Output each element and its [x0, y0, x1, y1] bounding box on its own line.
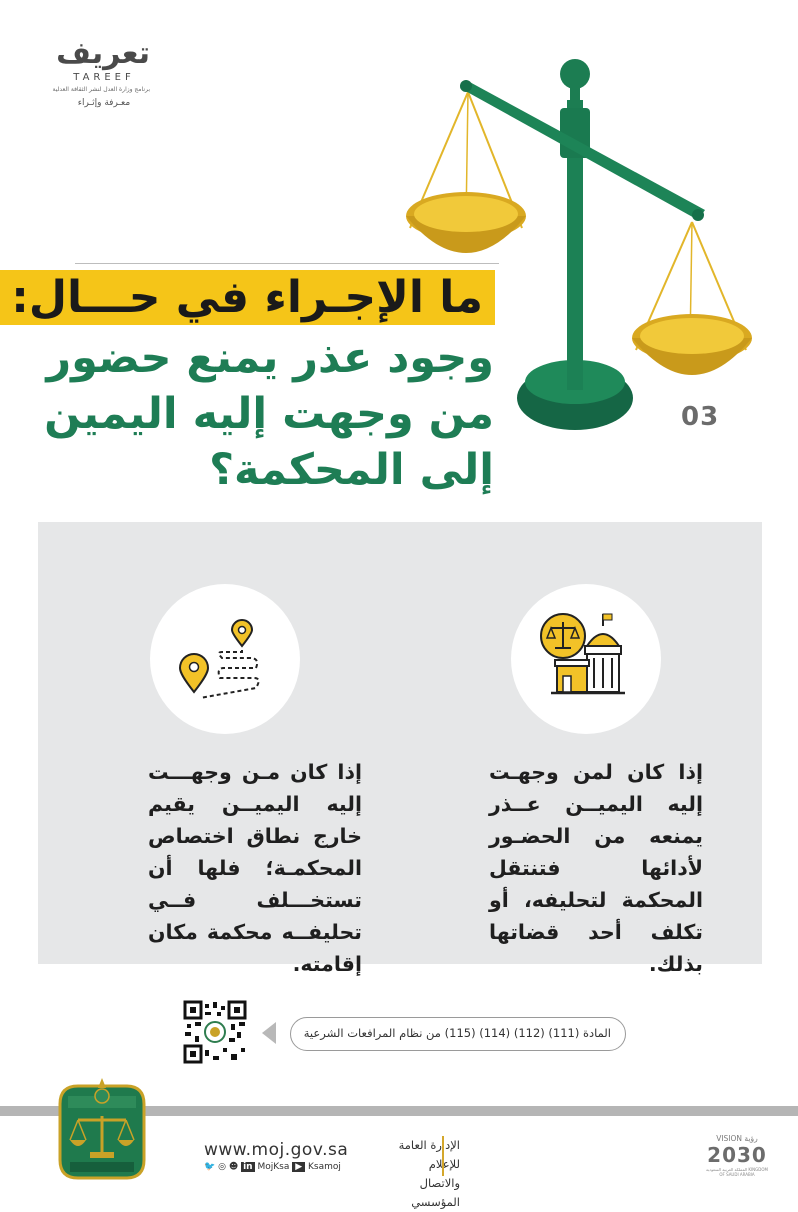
linkedin-icon[interactable]: in — [243, 1162, 253, 1172]
legal-reference — [290, 1017, 626, 1051]
department-line-2: والاتصال المؤسسي — [411, 1176, 460, 1209]
card-number: 03 — [681, 402, 720, 432]
card-text-left: إذا كان مـن وجهـــت إليه اليميــن يقيم خارج نطاق اختصاص المحكمـة؛ فلها أن تستخـــلف فــي تحليفــه محكمة مكان إقامته. — [148, 760, 362, 976]
vision-2030-logo — [706, 1134, 768, 1177]
website-link[interactable]: www.moj.gov.sa — [204, 1140, 349, 1160]
youtube-icon[interactable]: ▶ — [292, 1162, 305, 1172]
social-links — [204, 1162, 341, 1172]
logo-subtitle: برنامج وزارة العدل لنشر الثقافة العدلية — [52, 86, 150, 93]
ministry-of-justice-emblem — [52, 1074, 152, 1186]
legal-reference-text: المادة (111) (112) (114) (115) من نظام المرافعات الشرعية — [303, 1026, 611, 1040]
courthouse-circle — [511, 584, 661, 734]
instagram-icon[interactable]: ◎ — [218, 1162, 226, 1172]
logo-tagline: معـرفة وإثـراء — [77, 98, 131, 108]
page-title: ما الإجـراء في حـــال: — [0, 270, 495, 325]
logo-english: TAREEF — [73, 72, 135, 83]
question-line-2: من وجهت إليه اليمين — [44, 389, 494, 439]
courthouse-scales-icon — [511, 584, 661, 734]
vision-label: VISION رؤية — [716, 1134, 758, 1143]
route-circle — [150, 584, 300, 734]
social-handle-ksamoj[interactable]: Ksamoj — [308, 1162, 341, 1172]
vision-year: 2030 — [707, 1143, 767, 1167]
social-handle-mojksa[interactable]: MojKsa — [257, 1162, 290, 1172]
snapchat-icon[interactable]: ☻ — [228, 1162, 239, 1172]
qr-code[interactable] — [183, 1000, 247, 1064]
question-line-3: إلى المحكمة؟ — [209, 445, 494, 495]
department-line-1: الإدارة العامة للإعلام — [398, 1138, 460, 1171]
tareef-logo — [52, 36, 150, 108]
route-map-pins-icon — [150, 584, 300, 734]
department-accent — [442, 1136, 458, 1176]
logo-arabic: تعريف — [56, 36, 150, 71]
vision-country: المملكة العربية السعودية KINGDOM OF SAUDI ARABIA — [706, 1167, 768, 1177]
title-divider — [75, 263, 499, 264]
pointer-arrow-icon — [262, 1022, 276, 1044]
question-line-1: وجود عذر يمنع حضور — [46, 333, 494, 383]
card-text-right: إذا كان لمن وجهـت إليه اليميــن عــذر يمنعه من الحضـور لأدائها فتنتقل المحكمة لتحليفه، أو تكلف أحد قضاتها بذلك. — [489, 760, 703, 976]
twitter-icon[interactable]: 🐦 — [204, 1162, 216, 1172]
